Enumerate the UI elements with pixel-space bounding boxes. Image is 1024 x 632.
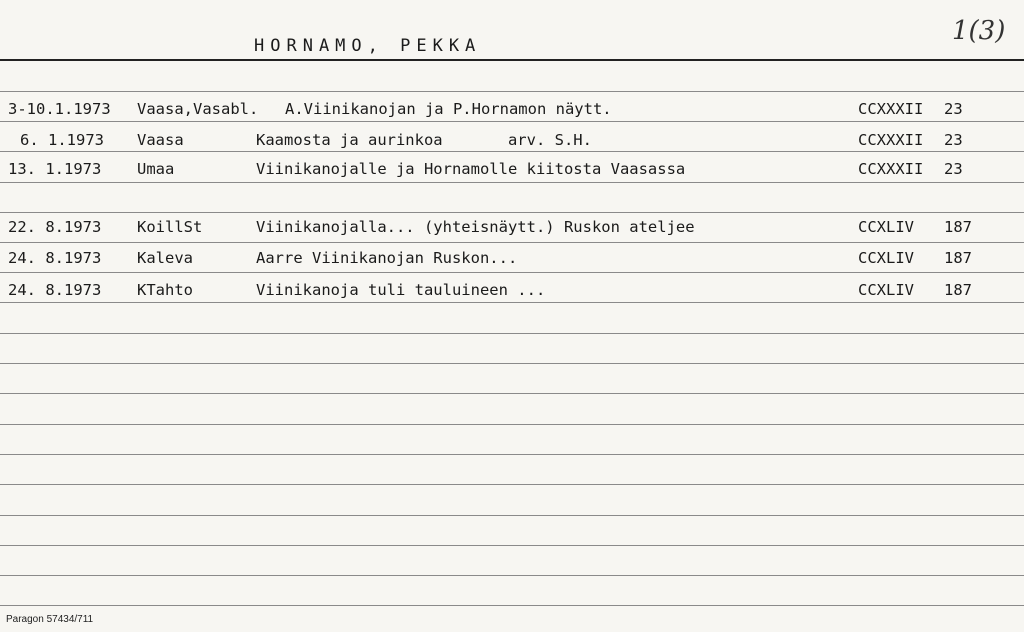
entry-text: Kaamosta ja aurinkoa arv. S.H.: [256, 131, 592, 149]
entry-row: [0, 100, 1024, 124]
rule-line: [0, 515, 1024, 516]
entry-date: 24. 8.1973: [8, 249, 102, 267]
entry-reference: CCXLIV: [858, 281, 914, 299]
header-divider: [0, 59, 1024, 61]
entry-text: Viinikanojalla... (yhteisnäytt.) Ruskon ateljee: [256, 218, 695, 236]
entry-source: KTahto: [137, 281, 193, 299]
card-number: 1(3): [952, 16, 1006, 46]
rule-line: [0, 575, 1024, 576]
entry-row: [0, 131, 1024, 155]
entry-row: [0, 160, 1024, 184]
rule-line: [0, 605, 1024, 606]
entry-reference: CCXLIV: [858, 249, 914, 267]
entry-text: A.Viinikanojan ja P.Hornamon näytt.: [285, 100, 612, 118]
entry-reference: CCXLIV: [858, 218, 914, 236]
entry-reference: CCXXXII: [858, 160, 924, 178]
rule-line: [0, 242, 1024, 243]
rule-line: [0, 393, 1024, 394]
entry-row: [0, 281, 1024, 305]
entry-text: Viinikanojalle ja Hornamolle kiitosta Vaasassa: [256, 160, 686, 178]
entry-page: 187: [944, 249, 972, 267]
entry-date: 13. 1.1973: [8, 160, 102, 178]
rule-line: [0, 363, 1024, 364]
entry-date: 3-10.1.1973: [8, 100, 111, 118]
entry-source: Vaasa,Vasabl.: [137, 100, 259, 118]
rule-line: [0, 545, 1024, 546]
entry-date: 22. 8.1973: [8, 218, 102, 236]
card-title: HORNAMO, PEKKA: [254, 36, 482, 56]
entry-source: Vaasa: [137, 131, 184, 149]
entry-page: 187: [944, 218, 972, 236]
entry-row: [0, 249, 1024, 273]
entry-text: Viinikanoja tuli tauluineen ...: [256, 281, 546, 299]
entry-text: Aarre Viinikanojan Ruskon...: [256, 249, 518, 267]
card-footer: Paragon 57434/711: [6, 614, 94, 625]
rule-line: [0, 484, 1024, 485]
rule-line: [0, 212, 1024, 213]
entry-page: 23: [944, 131, 963, 149]
entry-date: 24. 8.1973: [8, 281, 102, 299]
entry-reference: CCXXXII: [858, 100, 924, 118]
rule-line: [0, 333, 1024, 334]
entry-page: 187: [944, 281, 972, 299]
entry-page: 23: [944, 160, 963, 178]
rule-line: [0, 424, 1024, 425]
entry-row: [0, 218, 1024, 242]
entry-page: 23: [944, 100, 963, 118]
rule-line: [0, 454, 1024, 455]
entry-source: Umaa: [137, 160, 175, 178]
entry-source: KoillSt: [137, 218, 203, 236]
entry-date: 6. 1.1973: [20, 131, 104, 149]
entry-source: Kaleva: [137, 249, 193, 267]
rule-line: [0, 91, 1024, 92]
entry-reference: CCXXXII: [858, 131, 924, 149]
